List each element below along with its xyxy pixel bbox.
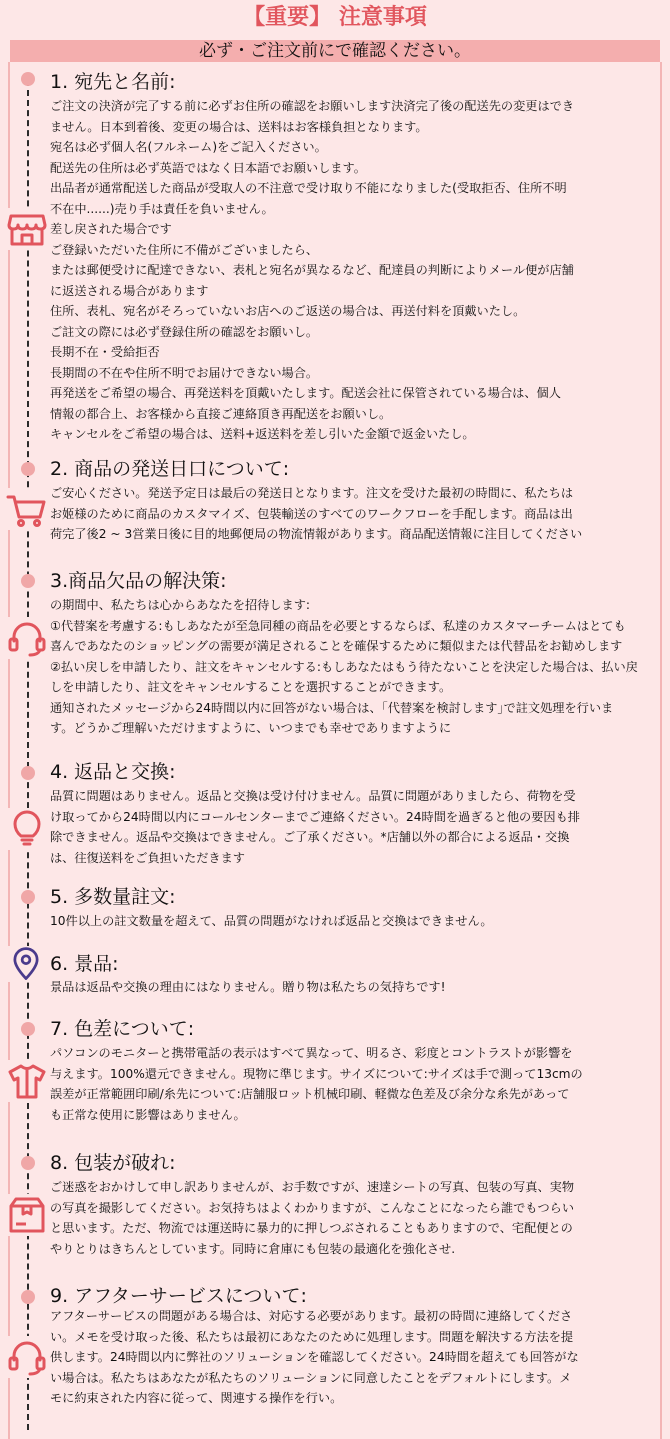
section-body-gifts: 景品は返品や交換の理由にはなりません。贈り物は私たちの気持ちです! xyxy=(50,980,446,994)
timeline-dot xyxy=(21,574,35,588)
section-body-bulk-order: 10件以上の註文数量を超えて、品質の問題がなければ返品と交換はできません。 xyxy=(50,914,493,928)
package-icon xyxy=(6,1194,48,1236)
timeline-dot xyxy=(21,890,35,904)
section-body-returns: 品質に問題はありません。返品と交換は受け付けません。品質に問題がありましたら、荷物を受 け取ってから24時間以内にコールセンターまでご連絡ください。24時間を過ぎると他の要因も排 除できません。返品や交換はできません。ご了承ください。*店舗以外の都合による返品・交換 は、往復送料をご負担いただきます xyxy=(50,789,580,865)
section-body-out-of-stock: の期間中、私たちは心からあなたを招待します: ①代替案を考慮する:もしあなたが至急同種の商品を必要とするならば、私達のカスタマーチームはとても 喜んであなたのショッピングの需要が満足されることを確保するために類似または代替品をお勧めします ②払い戻しを申請したり、註文をキャンセルする:もしあなたはもう待たないことを決定した場合は、払い戻 しを申請したり、註文をキャンセルすることを選択することができます。 通知されたメッセージから24時間以内に回答がない場合は、｢代替案を検討します｣で註文処理を行いま す。どうかご理解いただけますように、いつまでも幸せでありますように xyxy=(50,598,638,735)
section-title-out-of-stock: 3.商品欠品の解決策: xyxy=(50,570,227,592)
timeline-dot xyxy=(21,72,35,86)
section-title-shipping: 2. 商品の発送日口について: xyxy=(50,458,290,480)
section-body-shipping: ご安心ください。発送予定日は最后の発送日となります。注文を受けた最初の時間に、私たちは お姬様のために商品のカスタマイズ、包裝輸送のすべてのワークフローを手配します。商品は出 荷完了後2 ~ 3営業日後に目的地郵便局の物流情報があります。商品配送情報に注目してください xyxy=(50,486,583,541)
timeline-dot xyxy=(21,462,35,476)
section-body-after-service: アフターサービスの問題がある場合は、対応する必要があります。最初の時間に連絡してくださ い。メモを受け取った後、私たちは最初にあなたのために処理します。問題を解決する方法を提 供します。24時間以内に弊社のソリューションを確認してください。24時間を超えても回答がな い場合は。私たちはあなたが私たちのソリューションに同意したことをデフォルトにします。メ モに約束された内容に従って、関連する操作を行い。 xyxy=(50,1309,579,1405)
section-title-returns: 4. 返品と交換: xyxy=(50,761,176,783)
section-body-color-difference: パソコンのモニターと携帯電話の表示はすべて異なって、明るさ、彩度とコントラストが影響を 与えます。100%還元できません。現物に準じます。サイズについて:サイズは手で測って13cmの 誤差が正常範囲印刷/糸先について:店舗服ロット机械印刷、軽微な色差及び余分な糸先があって も正常な使用に影響はありません。 xyxy=(50,1046,583,1122)
page-subtitle: 必ず・ご注文前にで確認ください。 xyxy=(10,40,660,62)
section-title-gifts: 6. 景品: xyxy=(50,953,119,975)
timeline-dot xyxy=(21,766,35,780)
section-title-damaged-package: 8. 包装が破れ: xyxy=(50,1152,176,1174)
section-title-bulk-order: 5. 多数量註文: xyxy=(50,886,176,908)
location-pin-icon xyxy=(8,946,44,982)
section-body-damaged-package: ご迷惑をおかけして申し訳ありませんが、お手数ですが、速達シートの写真、包装の写真、実物 の写真を撮影してください。お気持ちはよくわかりますが、こんなことになったら誰でもつらい と思います。ただ、物流では運送時に暴力的に押しつぶされることもありますので、宅配便との やりとりはきちんとしています。同時に倉庫にも包装の最適化を強化させ. xyxy=(50,1180,575,1256)
lightbulb-icon xyxy=(6,808,48,850)
section-title-address: 1. 宛先と名前: xyxy=(50,71,176,93)
section-title-after-service: 9. アフターサービスについて: xyxy=(50,1285,307,1307)
timeline-dot xyxy=(21,1022,35,1036)
timeline-dot xyxy=(21,1156,35,1170)
headphones-icon xyxy=(6,1336,48,1378)
section-title-color-difference: 7. 色差について: xyxy=(50,1018,195,1040)
tshirt-icon xyxy=(6,1060,48,1102)
store-icon xyxy=(6,208,48,250)
cart-icon xyxy=(6,488,48,530)
timeline-dot xyxy=(21,1290,35,1304)
section-body-address: ご注文の決済が完了する前に必ずお住所の確認をお願いします決済完了後の配送先の変更はでき ません。日本到着後、変更の場合は、送料はお客様負担となります。 宛名は必ず個人名(フルネーム)をご記入ください。 配送先の住所は必ず英語ではなく日本語でお願いします。 出品者が通常配送した商品が受取人の不注意で受け取り不能になりました(受取拒否、住所不明 不在中......)売り手は責任を負いません。 差し戻された場合です ご登録いただいた住所に不備がございましたら、 または郵便受けに配達できない、表札と宛名が異なるなど、配達員の判断によりメール便が店舗 に返送される場合があります 住所、表札、宛名がそろっていないお店へのご返送の場合は、再送付料を頂戴いたし。 ご註文の際には必ず登録住所の確認をお願いし。 長期不在・受給拒否 長期間の不在や住所不明でお届けできない場合。 再発送をご希望の場合、再発送料を頂戴いたします。配送会社に保管されている場合は、個人 情報の都合上、お客様から直接ご連絡頂き再配送をお願いし。 キャンセルをご希望の場合は、送料+返送料を差し引いた金額で返金いたし。 xyxy=(50,99,575,441)
page-title: 【重要】 注意事項 xyxy=(243,5,427,30)
headset-icon xyxy=(6,617,48,659)
